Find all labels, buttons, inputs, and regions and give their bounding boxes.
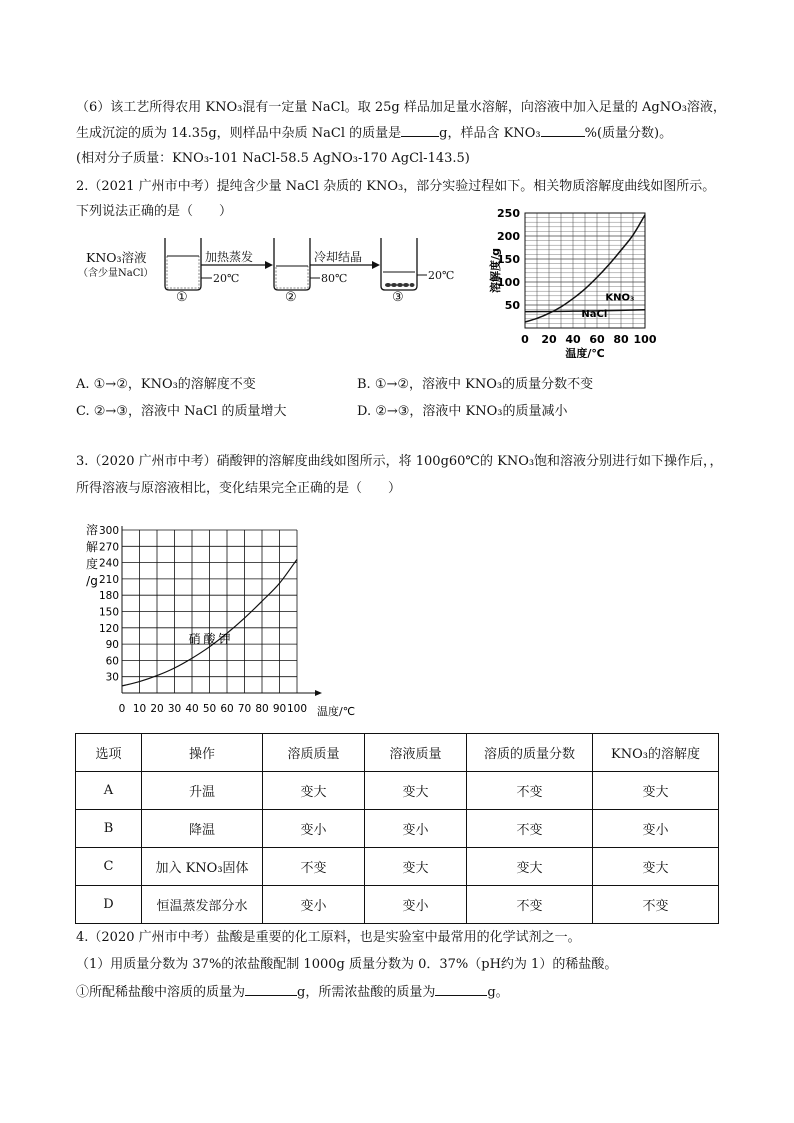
x-axis-label: 温度/℃ xyxy=(565,347,605,358)
q4-line3 xyxy=(76,983,509,1002)
table-cell: 变大 xyxy=(365,848,467,886)
x-axis-arrow xyxy=(315,690,322,696)
q6-line3: (相对分子质量：KNO₃-101 NaCl-58.5 AgNO₃-170 AgCl-143.5) xyxy=(76,151,470,166)
y-tick-label: 120 xyxy=(98,622,119,635)
table-cell: D xyxy=(76,886,142,924)
y-tick-label: 100 xyxy=(497,276,520,289)
kno3-solution-label: KNO₃溶液 xyxy=(86,250,147,265)
table-cell: 不变 xyxy=(467,772,593,810)
table-cell: 降温 xyxy=(142,810,263,848)
x-tick-label: 20 xyxy=(541,333,557,346)
table-cell: 变大 xyxy=(365,772,467,810)
y-axis-label-char: 度 xyxy=(85,557,99,571)
temp-label-2: 80℃ xyxy=(321,272,348,285)
table-cell: C xyxy=(76,848,142,886)
x-tick-label: 0 xyxy=(118,703,126,715)
q2-option-b[interactable]: B. ①→②，溶液中 KNO₃的质量分数不变 xyxy=(357,377,594,392)
table-cell: 变大 xyxy=(263,772,365,810)
q2-solubility-chart xyxy=(485,203,665,358)
table-header: KNO₃的溶解度 xyxy=(593,734,719,772)
y-tick-label: 180 xyxy=(98,590,119,603)
y-tick-label: 240 xyxy=(98,557,119,570)
x-tick-label: 80 xyxy=(613,333,629,346)
x-tick-label: 10 xyxy=(132,703,147,715)
temp-label-3: 20℃ xyxy=(428,269,455,282)
y-tick-label: 150 xyxy=(497,253,520,266)
table-cell: 不变 xyxy=(263,848,365,886)
x-tick-label: 40 xyxy=(565,333,581,346)
y-tick-label: 270 xyxy=(98,541,119,554)
table-cell: 变小 xyxy=(365,810,467,848)
beaker-num-1: ① xyxy=(176,290,188,305)
q4-line3-b: g，所需浓盐酸的质量为 xyxy=(297,985,436,1000)
table-cell: 变大 xyxy=(593,848,719,886)
x-tick-label: 90 xyxy=(272,703,287,715)
table-cell: 变小 xyxy=(263,810,365,848)
q2-option-c[interactable]: C. ②→③，溶液中 NaCl 的质量增大 xyxy=(76,404,287,419)
series-label-kno3: KNO₃ xyxy=(605,292,635,304)
x-tick-label: 80 xyxy=(255,703,269,715)
q3-answer-table xyxy=(75,733,719,924)
y-tick-label: 150 xyxy=(98,606,119,619)
q2-line2: 下列说法正确的是（ ） xyxy=(76,204,233,219)
q6-line2-b: g，样品含 KNO₃ xyxy=(439,126,541,141)
q2-line1: 2.（2021 广州市中考）提纯含少量 NaCl 杂质的 KNO₃，部分实验过程如下。相关物质溶解度曲线如图所示。 xyxy=(76,179,716,194)
table-row[interactable] xyxy=(76,848,719,886)
arrow-1-head xyxy=(265,261,273,269)
table-cell: 不变 xyxy=(593,886,719,924)
x-tick-label: 0 xyxy=(521,333,529,346)
solution-note: （含少量NaCl） xyxy=(78,268,154,279)
step-cool-crystallize: 冷却结晶 xyxy=(314,250,363,264)
q4-blank-conc-acid-mass[interactable] xyxy=(435,983,487,996)
table-cell: 不变 xyxy=(467,810,593,848)
y-tick-label: 50 xyxy=(504,299,520,312)
beaker-1 xyxy=(165,238,201,290)
table-cell: 变小 xyxy=(263,886,365,924)
beaker-2 xyxy=(274,238,310,290)
x-axis-label: 温度/℃ xyxy=(317,705,356,718)
table-row[interactable] xyxy=(76,772,719,810)
x-tick-label: 60 xyxy=(220,703,234,715)
q3-solubility-chart xyxy=(80,518,370,723)
q6-line2-c: %(质量分数)。 xyxy=(584,126,673,141)
table-cell: A xyxy=(76,772,142,810)
arrow-2-head xyxy=(372,261,380,269)
q4-blank-solute-mass[interactable] xyxy=(245,983,297,996)
series-label-kno3: 硝酸钾 xyxy=(188,631,234,646)
q3-line2: 所得溶液与原溶液相比，变化结果完全正确的是（ ） xyxy=(76,481,402,496)
table-header-row xyxy=(76,734,719,772)
x-tick-label: 20 xyxy=(150,703,164,715)
q4-line1: 4.（2020 广州市中考）盐酸是重要的化工原料，也是实验室中最常用的化学试剂之一。 xyxy=(76,930,581,945)
beaker-num-2: ② xyxy=(285,290,297,305)
x-tick-label: 60 xyxy=(589,333,605,346)
beaker-num-3: ③ xyxy=(392,290,404,305)
table-cell: 变大 xyxy=(593,772,719,810)
y-tick-label: 60 xyxy=(105,655,119,668)
q6-line1: （6）该工艺所得农用 KNO₃混有一定量 NaCl。取 25g 样品加足量水溶解，向溶液中加入足量的 AgNO₃溶液， xyxy=(76,100,726,115)
y-tick-label: 210 xyxy=(98,573,119,586)
q6-line2-a: 生成沉淀的质为 14.35g，则样品中杂质 NaCl 的质量是 xyxy=(76,126,402,141)
q6-blank-kno3[interactable] xyxy=(541,124,585,137)
q4-line3-c: g。 xyxy=(487,985,509,1000)
beaker-3 xyxy=(381,238,417,290)
table-cell: 恒温蒸发部分水 xyxy=(142,886,263,924)
x-tick-label: 70 xyxy=(237,703,252,715)
y-tick-label: 30 xyxy=(105,671,119,684)
table-header: 溶质的质量分数 xyxy=(467,734,593,772)
q2-option-a[interactable]: A. ①→②，KNO₃的溶解度不变 xyxy=(76,377,256,392)
q3-line1: 3.（2020 广州市中考）硝酸钾的溶解度曲线如图所示，将 100g60℃的 KNO₃饱和溶液分别进行如下操作后，， xyxy=(76,454,723,469)
x-tick-label: 100 xyxy=(286,703,308,715)
y-tick-label: 250 xyxy=(497,207,520,220)
table-header: 溶质质量 xyxy=(263,734,365,772)
q4-line2: （1）用质量分数为 37%的浓盐酸配制 1000g 质量分数为 0．37%（pH约为 1）的稀盐酸。 xyxy=(76,957,618,972)
table-cell: 变小 xyxy=(365,886,467,924)
table-cell: 变大 xyxy=(467,848,593,886)
q2-option-d[interactable]: D. ②→③，溶液中 KNO₃的质量减小 xyxy=(357,404,568,419)
table-cell: 不变 xyxy=(467,886,593,924)
table-header: 选项 xyxy=(76,734,142,772)
y-tick-label: 200 xyxy=(497,230,520,243)
x-tick-label: 30 xyxy=(167,703,182,715)
x-tick-label: 40 xyxy=(185,703,199,715)
table-row[interactable] xyxy=(76,810,719,848)
temp-label-1: 20℃ xyxy=(213,272,240,285)
table-row[interactable] xyxy=(76,886,719,924)
q6-blank-nacl[interactable] xyxy=(401,124,439,137)
table-cell: 升温 xyxy=(142,772,263,810)
y-tick-label: 300 xyxy=(98,525,119,537)
table-header: 操作 xyxy=(142,734,263,772)
y-axis-label-char: /g xyxy=(86,574,98,588)
series-label-nacl: NaCl xyxy=(581,308,608,320)
x-tick-label: 50 xyxy=(202,703,217,715)
q6-line2 xyxy=(76,124,672,143)
x-tick-label: 100 xyxy=(633,333,657,346)
y-axis-label-char: 溶 xyxy=(85,523,99,537)
table-cell: 变小 xyxy=(593,810,719,848)
table-cell: B xyxy=(76,810,142,848)
y-tick-label: 90 xyxy=(105,639,119,652)
y-axis-label: 溶解度/g xyxy=(489,248,502,293)
q4-line3-a: ①所配稀盐酸中溶质的质量为 xyxy=(76,985,246,1000)
step-heat-evaporate: 加热蒸发 xyxy=(205,250,254,264)
table-header: 溶液质量 xyxy=(365,734,467,772)
table-cell: 加入 KNO₃固体 xyxy=(142,848,263,886)
y-axis-label-char: 解 xyxy=(85,540,99,554)
